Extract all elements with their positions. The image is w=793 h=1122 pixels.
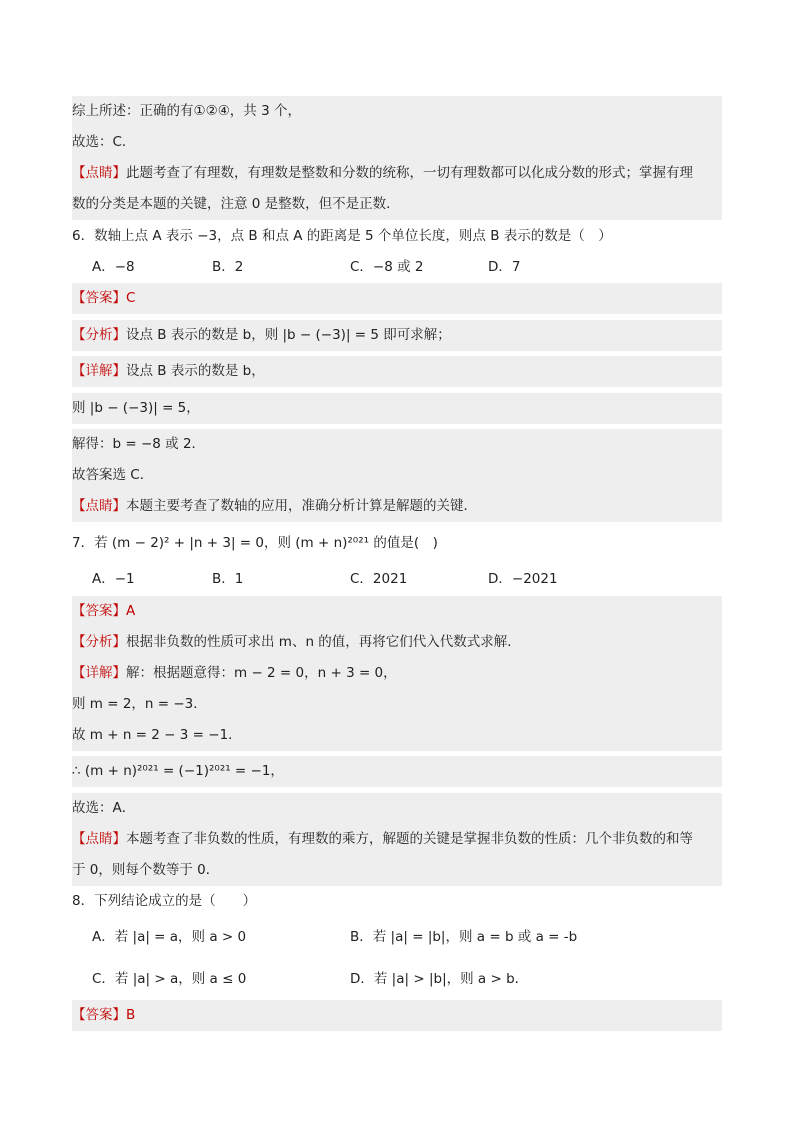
q6-option-a: A．−8 [92, 259, 135, 275]
answer-choice-line: 故选：C． [72, 127, 722, 158]
q6-option-b: B．2 [212, 259, 244, 275]
q7-detail-3: 故 m + n = 2 − 3 = −1． [72, 720, 722, 751]
q6-comment: 【点睛】本题主要考查了数轴的应用，准确分析计算是解题的关键． [72, 491, 722, 522]
q6-option-d: D．7 [488, 259, 521, 275]
q7-detail-5: 故选：A． [72, 793, 722, 824]
q6-answer: 【答案】C [72, 283, 722, 314]
q6-detail-3: 解得：b = −8 或 2． [72, 429, 722, 460]
q7-comment: 【点睛】本题考查了非负数的性质，有理数的乘方，解题的关键是掌握非负数的性质：几个非负数的和等 [72, 824, 722, 855]
summary-line: 综上所述：正确的有①②④，共 3 个， [72, 96, 722, 127]
q7-option-c: C．2021 [350, 571, 408, 587]
q6-detail-2: 则 |b − (−3)| = 5， [72, 393, 722, 424]
q8-option-d: D．若 |a| > |b|，则 a > b． [350, 971, 529, 987]
q6-detail: 【详解】设点 B 表示的数是 b， [72, 356, 722, 387]
q8-answer: 【答案】B [72, 1000, 722, 1031]
comment-line: 【点睛】此题考查了有理数，有理数是整数和分数的统称，一切有理数都可以化成分数的形式；掌握有理 [72, 158, 722, 189]
q8-option-b: B．若 |a| = |b|，则 a = b 或 a = -b [350, 929, 578, 945]
question-8-stem: 8．下列结论成立的是（ ） [72, 893, 257, 909]
q7-option-b: B．1 [212, 571, 244, 587]
question-6-stem: 6．数轴上点 A 表示 −3，点 B 和点 A 的距离是 5 个单位长度，则点 B 表示的数是（ ） [72, 228, 612, 244]
q7-option-d: D．−2021 [488, 571, 558, 587]
q6-analysis: 【分析】设点 B 表示的数是 b，则 |b − (−3)| = 5 即可求解； [72, 320, 722, 351]
q7-detail-4: ∴ (m + n)²⁰²¹ = (−1)²⁰²¹ = −1， [72, 756, 722, 787]
q7-option-a: A．−1 [92, 571, 135, 587]
q8-option-c: C．若 |a| > a，则 a ≤ 0 [92, 971, 247, 987]
question-7-stem: 7．若 (m − 2)² + |n + 3| = 0，则 (m + n)²⁰²¹ 的值是( ) [72, 535, 438, 551]
q7-analysis: 【分析】根据非负数的性质可求出 m、n 的值，再将它们代入代数式求解． [72, 627, 722, 658]
q7-answer: 【答案】A [72, 596, 722, 627]
q7-comment-2: 于 0，则每个数等于 0． [72, 855, 722, 886]
q7-detail-2: 则 m = 2，n = −3． [72, 689, 722, 720]
q7-detail: 【详解】解：根据题意得：m − 2 = 0，n + 3 = 0， [72, 658, 722, 689]
q6-detail-4: 故答案选 C． [72, 460, 722, 491]
comment-line-2: 数的分类是本题的关键，注意 0 是整数，但不是正数． [72, 189, 722, 220]
q8-option-a: A．若 |a| = a，则 a > 0 [92, 929, 247, 945]
q6-option-c: C．−8 或 2 [350, 259, 424, 275]
